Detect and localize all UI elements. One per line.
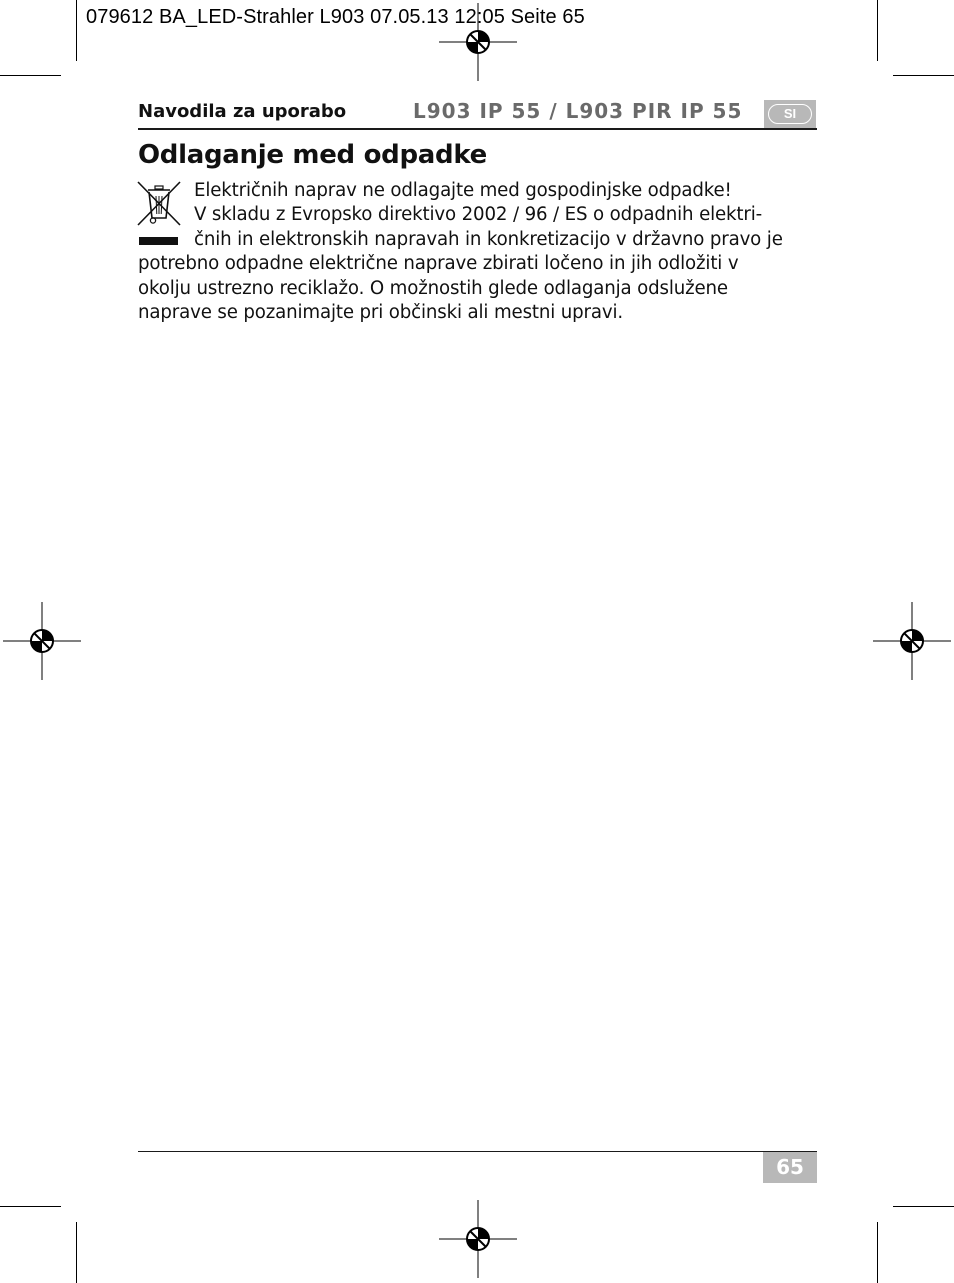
crop-mark <box>877 1222 878 1283</box>
crop-mark <box>893 75 954 76</box>
paragraph-line: naprave se pozanimajte pri občinski ali mestni upravi. <box>138 302 624 324</box>
footer-rule <box>138 1151 817 1152</box>
registration-mark-icon <box>873 602 951 680</box>
disposal-paragraph <box>138 179 808 325</box>
paragraph-line: Električnih naprav ne odlagajte med gospodinjske odpadke! <box>194 180 732 201</box>
crop-mark <box>0 75 61 76</box>
crop-mark <box>76 1222 77 1283</box>
language-code: SI <box>768 104 812 124</box>
paragraph-line: potrebno odpadne električne naprave zbirati ločeno in jih odložiti v <box>138 253 739 275</box>
paragraph-line: čnih in elektronskih napravah in konkretizacijo v državno pravo je <box>194 228 783 250</box>
page-number: 65 <box>763 1152 817 1183</box>
crop-mark <box>0 1206 61 1207</box>
paragraph-line: V skladu z Evropsko direktivo 2002 / 96 / ES o odpadnih elektri- <box>194 204 763 226</box>
language-badge <box>764 100 816 128</box>
paragraph-line: okolju ustrezno reciklažo. O možnostih glede odlaganja odslužene <box>138 277 728 299</box>
registration-mark-icon <box>439 3 517 81</box>
crop-mark <box>76 0 77 61</box>
header-manual-title: Navodila za uporabo <box>138 101 347 122</box>
crop-mark <box>877 0 878 61</box>
header-rule <box>138 128 817 130</box>
crop-mark <box>893 1206 954 1207</box>
header-model-numbers: L903 IP 55 / L903 PIR IP 55 <box>413 99 743 123</box>
section-title: Odlaganje med odpadke <box>138 140 487 170</box>
registration-mark-icon <box>3 602 81 680</box>
printer-slug: 079612 BA_LED-Strahler L903 07.05.13 12:05 Seite 65 <box>86 6 585 28</box>
registration-mark-icon <box>439 1200 517 1278</box>
